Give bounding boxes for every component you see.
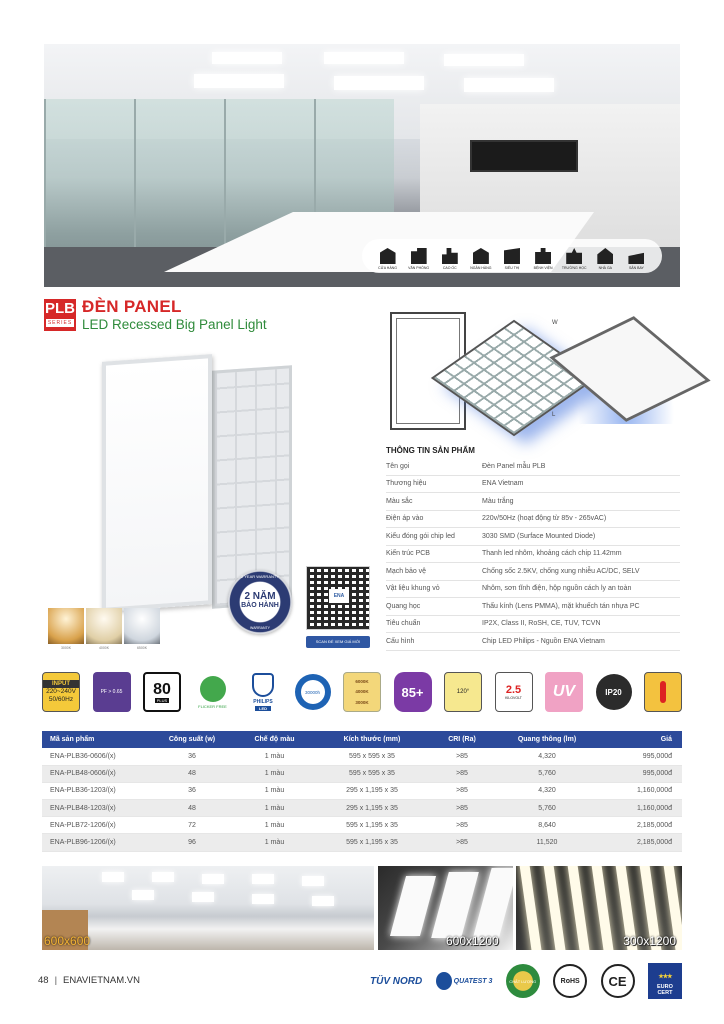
info-row <box>386 476 680 494</box>
hospital-icon: BỆNH VIỆN <box>528 248 558 270</box>
table-cell: >85 <box>427 817 497 834</box>
table-cell: 96 <box>152 834 232 851</box>
school-icon: TRƯỜNG HỌC <box>559 248 589 270</box>
swatch-label: 3000K <box>60 646 72 650</box>
station-icon: NHÀ GA <box>590 248 620 270</box>
table-cell: 1,160,000đ <box>597 800 682 817</box>
info-row <box>386 633 680 651</box>
warranty-bottom-text: WARRANTY <box>250 626 270 630</box>
product-diagram <box>384 312 680 436</box>
info-row <box>386 511 680 529</box>
swatch-label: 4000K <box>98 646 110 650</box>
light-panel <box>431 872 479 938</box>
info-value: ENA Vietnam <box>482 480 524 488</box>
info-value: Chống sốc 2.5KV, chống xung nhiễu AC/DC, SELV <box>482 567 640 575</box>
table-cell: 2,185,000đ <box>597 817 682 834</box>
flicker-icon-graphic <box>200 676 226 702</box>
table-cell: 4,320 <box>497 748 597 765</box>
thermometer-icon <box>644 672 682 712</box>
table-cell: 48 <box>152 800 232 817</box>
beam-text: 120° <box>456 689 470 695</box>
info-value: Thanh led nhôm, khoảng cách chip 11.42mm <box>482 550 622 558</box>
table-row <box>42 800 682 817</box>
light-strip <box>518 866 543 950</box>
ceiling-light <box>252 894 274 904</box>
table-cell: >85 <box>427 782 497 799</box>
cri-text: 85+ <box>401 684 424 700</box>
info-value: 220v/50Hz (hoạt động từ 85v - 265vAC) <box>482 515 607 523</box>
swatch-neutral <box>86 608 122 644</box>
table-cell: 1 màu <box>232 765 317 782</box>
philips-text: PHILIPS <box>253 699 273 705</box>
table-cell: ENA-PLB36-0606/(x) <box>42 748 152 765</box>
info-key: Cấu hình <box>386 637 415 645</box>
quatest-text: QUATEST 3 <box>453 977 493 985</box>
certification-logos <box>370 962 682 1000</box>
philips-led-icon <box>244 672 282 712</box>
spec-header-cell: Chế độ màu <box>232 731 317 748</box>
table-cell: 595 x 1,195 x 35 <box>317 834 427 851</box>
ceiling-light <box>334 76 424 90</box>
table-cell: 48 <box>152 765 232 782</box>
glass-wall <box>134 99 224 269</box>
ceiling-light <box>202 874 224 884</box>
panel-front-view <box>102 354 212 612</box>
info-row <box>386 493 680 511</box>
lifetime-gauge-icon <box>295 674 331 710</box>
table-cell: 295 x 1,195 x 35 <box>317 782 427 799</box>
info-key: Kiến trúc PCB <box>386 550 430 558</box>
product-title: ĐÈN PANEL <box>82 297 182 316</box>
input-voltage-icon <box>42 672 80 712</box>
table-cell: 1 màu <box>232 800 317 817</box>
info-value: Đèn Panel mẫu PLB <box>482 462 546 470</box>
swatch-label: 6500K <box>136 646 148 650</box>
light-strip <box>566 866 591 950</box>
table-cell: ENA-PLB96-1206/(x) <box>42 834 152 851</box>
table-cell: 595 x 1,195 x 35 <box>317 817 427 834</box>
glass-wall <box>44 99 134 269</box>
rohs-icon <box>553 964 587 998</box>
ceiling-light <box>194 74 284 88</box>
table-cell: 5,760 <box>497 765 597 782</box>
table-cell: 4,320 <box>497 782 597 799</box>
table-cell: >85 <box>427 748 497 765</box>
info-row <box>386 458 680 476</box>
warranty-seal <box>228 570 292 634</box>
info-key: Vật liệu khung vỏ <box>386 585 440 593</box>
light-panel <box>472 868 513 940</box>
table-cell: 72 <box>152 817 232 834</box>
table-cell: 595 x 595 x 35 <box>317 765 427 782</box>
office-icon: VĂN PHÒNG <box>404 248 434 270</box>
ceiling-light <box>302 876 324 886</box>
input-voltage: 220~240V <box>46 688 76 695</box>
input-title: INPUT <box>43 680 79 688</box>
table-row <box>42 782 682 799</box>
ip-text: IP20 <box>605 687 622 697</box>
spec-header-cell: Kích thước (mm) <box>317 731 427 748</box>
swatch-labels <box>48 646 160 650</box>
photo-size-label: 300x1200 <box>623 934 676 948</box>
table-cell: 1 màu <box>232 817 317 834</box>
table-cell: 1 màu <box>232 748 317 765</box>
diagram-length-label: L <box>552 412 556 418</box>
table-cell: 36 <box>152 782 232 799</box>
ip-rating-icon <box>596 674 632 710</box>
tower-icon: CAO ỐC <box>435 248 465 270</box>
qr-code[interactable] <box>306 566 370 630</box>
80-plus-number: 80 <box>153 680 171 698</box>
80-plus-text: PLUS <box>156 697 168 703</box>
bank-icon: NGÂN HÀNG <box>466 248 496 270</box>
diagram-width-label: W <box>552 320 558 326</box>
quality-seal-icon <box>506 964 540 998</box>
info-value: Chip LED Philips - Nguồn ENA Vietnam <box>482 637 605 645</box>
ceiling-light <box>102 872 124 882</box>
ceiling-light <box>312 896 334 906</box>
application-icons <box>362 239 662 273</box>
photo-panel-600x1200 <box>378 866 513 950</box>
light-strip <box>542 866 567 950</box>
table-row <box>42 748 682 765</box>
info-value: IP2X, Class II, RoSH, CE, TUV, TCVN <box>482 620 601 628</box>
series-badge <box>44 299 76 331</box>
ceiling-light <box>192 892 214 902</box>
info-value: 3030 SMD (Surface Mounted Diode) <box>482 532 596 540</box>
ceiling-light <box>252 874 274 884</box>
ceiling-light <box>212 52 282 64</box>
footer-separator: | <box>54 975 58 986</box>
uv-free-icon <box>545 672 583 712</box>
surge-text: KILOVOLT <box>505 696 522 700</box>
swatch-cool <box>124 608 160 644</box>
info-key: Thương hiệu <box>386 480 427 488</box>
uv-text: UV <box>552 683 576 700</box>
cct-value: 4000K <box>355 689 369 695</box>
table-cell: 1 màu <box>232 782 317 799</box>
info-key: Quang học <box>386 602 421 610</box>
tv-screen <box>470 140 578 172</box>
diagram-corner-detail <box>574 314 678 424</box>
ce-mark-icon <box>601 964 635 998</box>
ceiling-light <box>464 78 554 92</box>
table-cell: ENA-PLB72-1206/(x) <box>42 817 152 834</box>
airport-icon: SÂN BAY <box>621 248 651 270</box>
series-label: SERIES <box>47 320 73 326</box>
table-row <box>42 834 682 851</box>
spec-header-cell: Mã sản phẩm <box>42 731 152 748</box>
info-key: Điện áp vào <box>386 515 424 523</box>
table-cell: 2,185,000đ <box>597 834 682 851</box>
info-value: Thấu kính (Lens PMMA), mặt khuếch tán nhựa PC <box>482 602 640 610</box>
ceiling-light <box>324 52 404 64</box>
beam-angle-icon <box>444 672 482 712</box>
info-key: Mạch bảo vệ <box>386 567 427 575</box>
warranty-sub-text: BẢO HÀNH <box>241 602 279 609</box>
photo-panel-300x1200 <box>516 866 682 950</box>
website-link[interactable]: ENAVIETNAM.VN <box>63 975 140 986</box>
table-cell: 5,760 <box>497 800 597 817</box>
ceiling-light <box>132 890 154 900</box>
info-key: Màu sắc <box>386 497 413 505</box>
input-frequency: 50/60Hz <box>48 696 74 703</box>
cert-text: CERT <box>657 990 673 996</box>
euro-cert-icon <box>648 963 682 999</box>
info-row <box>386 528 680 546</box>
photo-size-label: 600x600 <box>44 934 91 948</box>
power-factor-icon <box>93 672 131 712</box>
table-cell: >85 <box>427 834 497 851</box>
series-code: PLB <box>45 300 75 317</box>
page-number: 48 <box>38 975 49 986</box>
store-icon: CỬA HÀNG <box>373 248 403 270</box>
quatest-icon <box>436 972 452 990</box>
table-cell: 995,000đ <box>597 748 682 765</box>
table-cell: 295 x 1,195 x 35 <box>317 800 427 817</box>
spec-header-cell: Quang thông (lm) <box>497 731 597 748</box>
info-row <box>386 546 680 564</box>
info-row <box>386 616 680 634</box>
info-row <box>386 563 680 581</box>
photo-office-600x600 <box>42 866 374 950</box>
info-key: Tên gọi <box>386 462 410 470</box>
feature-icons <box>42 672 682 714</box>
eu-stars-icon: ★★★ <box>658 974 672 980</box>
color-temperature-swatches <box>48 608 160 644</box>
footer-page-info <box>38 975 140 986</box>
rohs-text: RoHS <box>560 977 580 985</box>
philips-shield-icon <box>252 673 274 697</box>
info-value: Nhôm, sơn tĩnh điện, hộp nguồn cách ly an toàn <box>482 585 632 593</box>
spec-header-row <box>42 731 682 748</box>
cri-icon <box>394 672 432 712</box>
ceiling-light <box>444 54 524 66</box>
hero-image <box>44 44 680 287</box>
table-row <box>42 817 682 834</box>
table-cell: >85 <box>427 765 497 782</box>
light-panel <box>390 876 436 936</box>
lifetime-text: 30000h <box>301 680 325 704</box>
ceiling-light <box>152 872 174 882</box>
swatch-warm <box>48 608 84 644</box>
surge-number: 2.5 <box>505 684 522 696</box>
info-table <box>386 458 680 651</box>
spec-table <box>42 731 682 852</box>
table-cell: 36 <box>152 748 232 765</box>
table-cell: ENA-PLB36-1203/(x) <box>42 782 152 799</box>
ce-text: CE <box>608 973 627 989</box>
table-cell: ENA-PLB48-1203/(x) <box>42 800 152 817</box>
warranty-top-text: 2 YEAR WARRANTY <box>240 574 279 579</box>
info-key: Kiểu đóng gói chip led <box>386 532 455 540</box>
led-text: LED <box>255 706 271 711</box>
surge-protection-icon <box>495 672 533 712</box>
light-strip <box>590 866 615 950</box>
table-cell: ENA-PLB48-0606/(x) <box>42 765 152 782</box>
color-temperature-icon <box>343 672 381 712</box>
euro-text: EURO <box>657 984 673 990</box>
table-cell: 1 màu <box>232 834 317 851</box>
table-cell: 11,520 <box>497 834 597 851</box>
spec-header-cell: Giá <box>597 731 682 748</box>
table-cell: 595 x 595 x 35 <box>317 748 427 765</box>
table-cell: 995,000đ <box>597 765 682 782</box>
seal-text: CHẤT LƯỢNG <box>509 978 537 984</box>
table-cell: 8,640 <box>497 817 597 834</box>
qr-logo: ENA <box>329 589 349 603</box>
cct-value: 6000K <box>355 678 369 684</box>
supermarket-icon: SIÊU THỊ <box>497 248 527 270</box>
table-cell: 1,160,000đ <box>597 782 682 799</box>
info-title: THÔNG TIN SẢN PHẨM <box>386 446 475 455</box>
info-row <box>386 581 680 599</box>
info-value: Màu trắng <box>482 497 514 505</box>
table-cell: >85 <box>427 800 497 817</box>
tuv-nord-logo: TÜV NORD <box>370 975 423 987</box>
spec-header-cell: Công suất (w) <box>152 731 232 748</box>
info-row <box>386 598 680 616</box>
flicker-free-icon <box>194 672 232 712</box>
thermometer-bar <box>660 681 666 703</box>
80-plus-icon <box>143 672 181 712</box>
power-factor-text: PF > 0.65 <box>100 689 123 695</box>
product-subtitle: LED Recessed Big Panel Light <box>82 317 267 332</box>
flicker-text: FLICKER FREE <box>198 703 227 709</box>
table-row <box>42 765 682 782</box>
quatest-logo <box>436 972 493 990</box>
photo-size-label: 600x1200 <box>446 934 499 948</box>
info-key: Tiêu chuẩn <box>386 620 421 628</box>
spec-header-cell: CRI (Ra) <box>427 731 497 748</box>
qr-caption: SCAN ĐỂ XEM GIÁ MỚI <box>306 636 370 648</box>
cct-value: 3000K <box>355 700 369 706</box>
warranty-main-text: 2 NĂM <box>244 591 276 602</box>
